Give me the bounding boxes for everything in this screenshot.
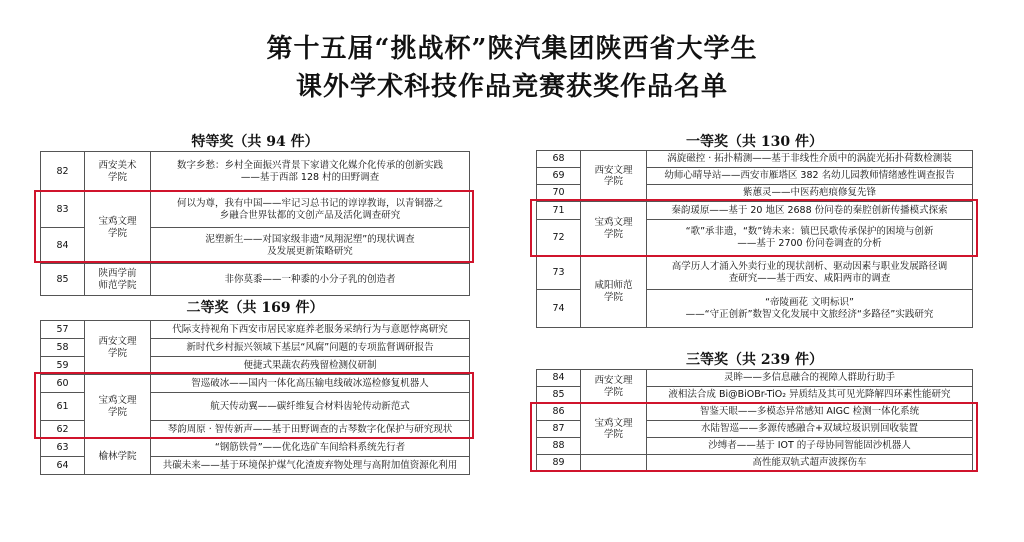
row-number: 58 xyxy=(41,339,85,357)
work-cell: 液相法合成 Bi@BiOBr-TiO₂ 异质结及其可见光降解四环素性能研究 xyxy=(647,387,973,404)
row-number: 60 xyxy=(41,375,85,393)
row-number: 82 xyxy=(41,152,85,192)
row-number: 59 xyxy=(41,357,85,375)
work-cell: 水陆智巡——多源传感融合+双域垃圾识别回收装置 xyxy=(647,421,973,438)
work-cell: 沙缚者——基于 IOT 的子母协同智能固沙机器人 xyxy=(647,438,973,455)
row-number: 61 xyxy=(41,393,85,421)
row-number: 70 xyxy=(537,185,581,202)
work-cell: 代际支持视角下西安市居民家庭养老服务采纳行为与意愿悖离研究 xyxy=(151,321,470,339)
work-cell: 航天传动翼——碳纤维复合材料齿轮传动新范式 xyxy=(151,393,470,421)
table-row xyxy=(537,256,973,290)
third-prize-table xyxy=(536,369,973,472)
work-cell: 秦韵瑗原——基于 20 地区 2688 份问卷的秦腔创新传播模式探索 xyxy=(647,202,973,220)
row-number: 69 xyxy=(537,168,581,185)
row-number: 74 xyxy=(537,290,581,328)
work-cell: 智巡破冰——国内一体化高压输电线破冰巡检修复机器人 xyxy=(151,375,470,393)
row-number: 88 xyxy=(537,438,581,455)
table-row xyxy=(537,151,973,168)
first-prize-table xyxy=(536,150,973,328)
third-prize-heading: 三等奖（共 239 件） xyxy=(686,352,823,368)
row-number: 87 xyxy=(537,421,581,438)
school-cell: 榆林学院 xyxy=(85,439,151,475)
first-prize-heading: 一等奖（共 130 件） xyxy=(686,134,823,150)
row-number: 85 xyxy=(41,264,85,296)
work-cell: 涡旋磁控 · 拓扑精测——基于非线性介质中的涡旋光拓扑荷数检测装 xyxy=(647,151,973,168)
work-cell: 共碳未来——基于环境保护煤气化渣废弃物处理与高附加值资源化利用 xyxy=(151,457,470,475)
table-row xyxy=(537,202,973,220)
table-row xyxy=(537,370,973,387)
row-number: 63 xyxy=(41,439,85,457)
work-cell: 便捷式果蔬农药残留检测仪研制 xyxy=(151,357,470,375)
work-cell: 幼师心晴导站——西安市雁塔区 382 名幼儿园教师情绪感性调查报告 xyxy=(647,168,973,185)
work-cell: 紫蕙灵——中医药疤痕修复先锋 xyxy=(647,185,973,202)
school-cell: 西安文理 学院 xyxy=(85,321,151,375)
work-cell: 数字乡愁：乡村全面振兴背景下家谱文化媒介化传承的创新实践 ——基于西部 128 村的田野调查 xyxy=(151,152,470,192)
table-row xyxy=(41,264,470,296)
row-number: 73 xyxy=(537,256,581,290)
work-cell: 泥塑新生——对国家级非遗“凤翔泥塑”的现状调查 及发展更新策略研究 xyxy=(151,228,470,264)
school-cell: 陕西学前 师范学院 xyxy=(85,264,151,296)
work-cell: 高性能双轨式超声波探伤车 xyxy=(647,455,973,472)
special-prize-table xyxy=(40,151,470,296)
table-row xyxy=(41,321,470,339)
row-number: 85 xyxy=(537,387,581,404)
work-cell: 智鉴天眼——多模态异常感知 AIGC 检测一体化系统 xyxy=(647,404,973,421)
row-number: 71 xyxy=(537,202,581,220)
work-cell: 何以为尊，我有中国——牢记习总书记的谆谆教诲，以青铜器之 乡融合世界钛都的文创产品及活化调查研究 xyxy=(151,192,470,228)
special-prize-heading: 特等奖（共 94 件） xyxy=(191,134,319,150)
work-cell: “歌”承非遗，“数”铸未来：镇巴民歌传承保护的困境与创新 ——基于 2700 份问卷调查的分析 xyxy=(647,220,973,256)
work-cell: “帝陵画花 文明标识” ——“守正创新”数智文化发展中文旅经济“多路径”实践研究 xyxy=(647,290,973,328)
work-cell: 琴韵周原 · 智传新声——基于田野调查的古琴数字化保护与研究现状 xyxy=(151,421,470,439)
school-cell: 西安美术 学院 xyxy=(85,152,151,192)
table-row xyxy=(41,439,470,457)
work-cell: “钢筋铁骨”——优化选矿车间给料系统先行者 xyxy=(151,439,470,457)
school-cell: 宝鸡文理 学院 xyxy=(85,192,151,264)
row-number: 62 xyxy=(41,421,85,439)
school-cell xyxy=(581,455,647,472)
row-number: 83 xyxy=(41,192,85,228)
row-number: 84 xyxy=(537,370,581,387)
row-number: 68 xyxy=(537,151,581,168)
row-number: 64 xyxy=(41,457,85,475)
table-row xyxy=(41,152,470,192)
row-number: 84 xyxy=(41,228,85,264)
row-number: 57 xyxy=(41,321,85,339)
row-number: 89 xyxy=(537,455,581,472)
work-cell: 非你莫黍——一种黍的小分子乳的创造者 xyxy=(151,264,470,296)
school-cell: 宝鸡文理 学院 xyxy=(85,375,151,439)
table-row xyxy=(537,455,973,472)
page-title-line2: 课外学术科技作品竞赛获奖作品名单 xyxy=(295,72,728,102)
table-row xyxy=(41,192,470,228)
school-cell: 宝鸡文理 学院 xyxy=(581,404,647,455)
school-cell: 西安文理 学院 xyxy=(581,151,647,202)
work-cell: 新时代乡村振兴领域下基层“风腐”问题的专项监督调研报告 xyxy=(151,339,470,357)
school-cell: 咸阳师范 学院 xyxy=(581,256,647,328)
work-cell: 灵眸——多信息融合的视障人群助行助手 xyxy=(647,370,973,387)
second-prize-table xyxy=(40,320,470,475)
table-row xyxy=(41,375,470,393)
school-cell: 宝鸡文理 学院 xyxy=(581,202,647,256)
school-cell: 西安文理 学院 xyxy=(581,370,647,404)
work-cell: 高学历人才涌入外卖行业的现状剖析、驱动因素与职业发展路径调 查研究——基于西安、咸阳两市的调查 xyxy=(647,256,973,290)
row-number: 72 xyxy=(537,220,581,256)
table-row xyxy=(537,404,973,421)
row-number: 86 xyxy=(537,404,581,421)
second-prize-heading: 二等奖（共 169 件） xyxy=(186,300,324,316)
page-title-line1: 第十五届“挑战杯”陕汽集团陕西省大学生 xyxy=(266,34,758,64)
